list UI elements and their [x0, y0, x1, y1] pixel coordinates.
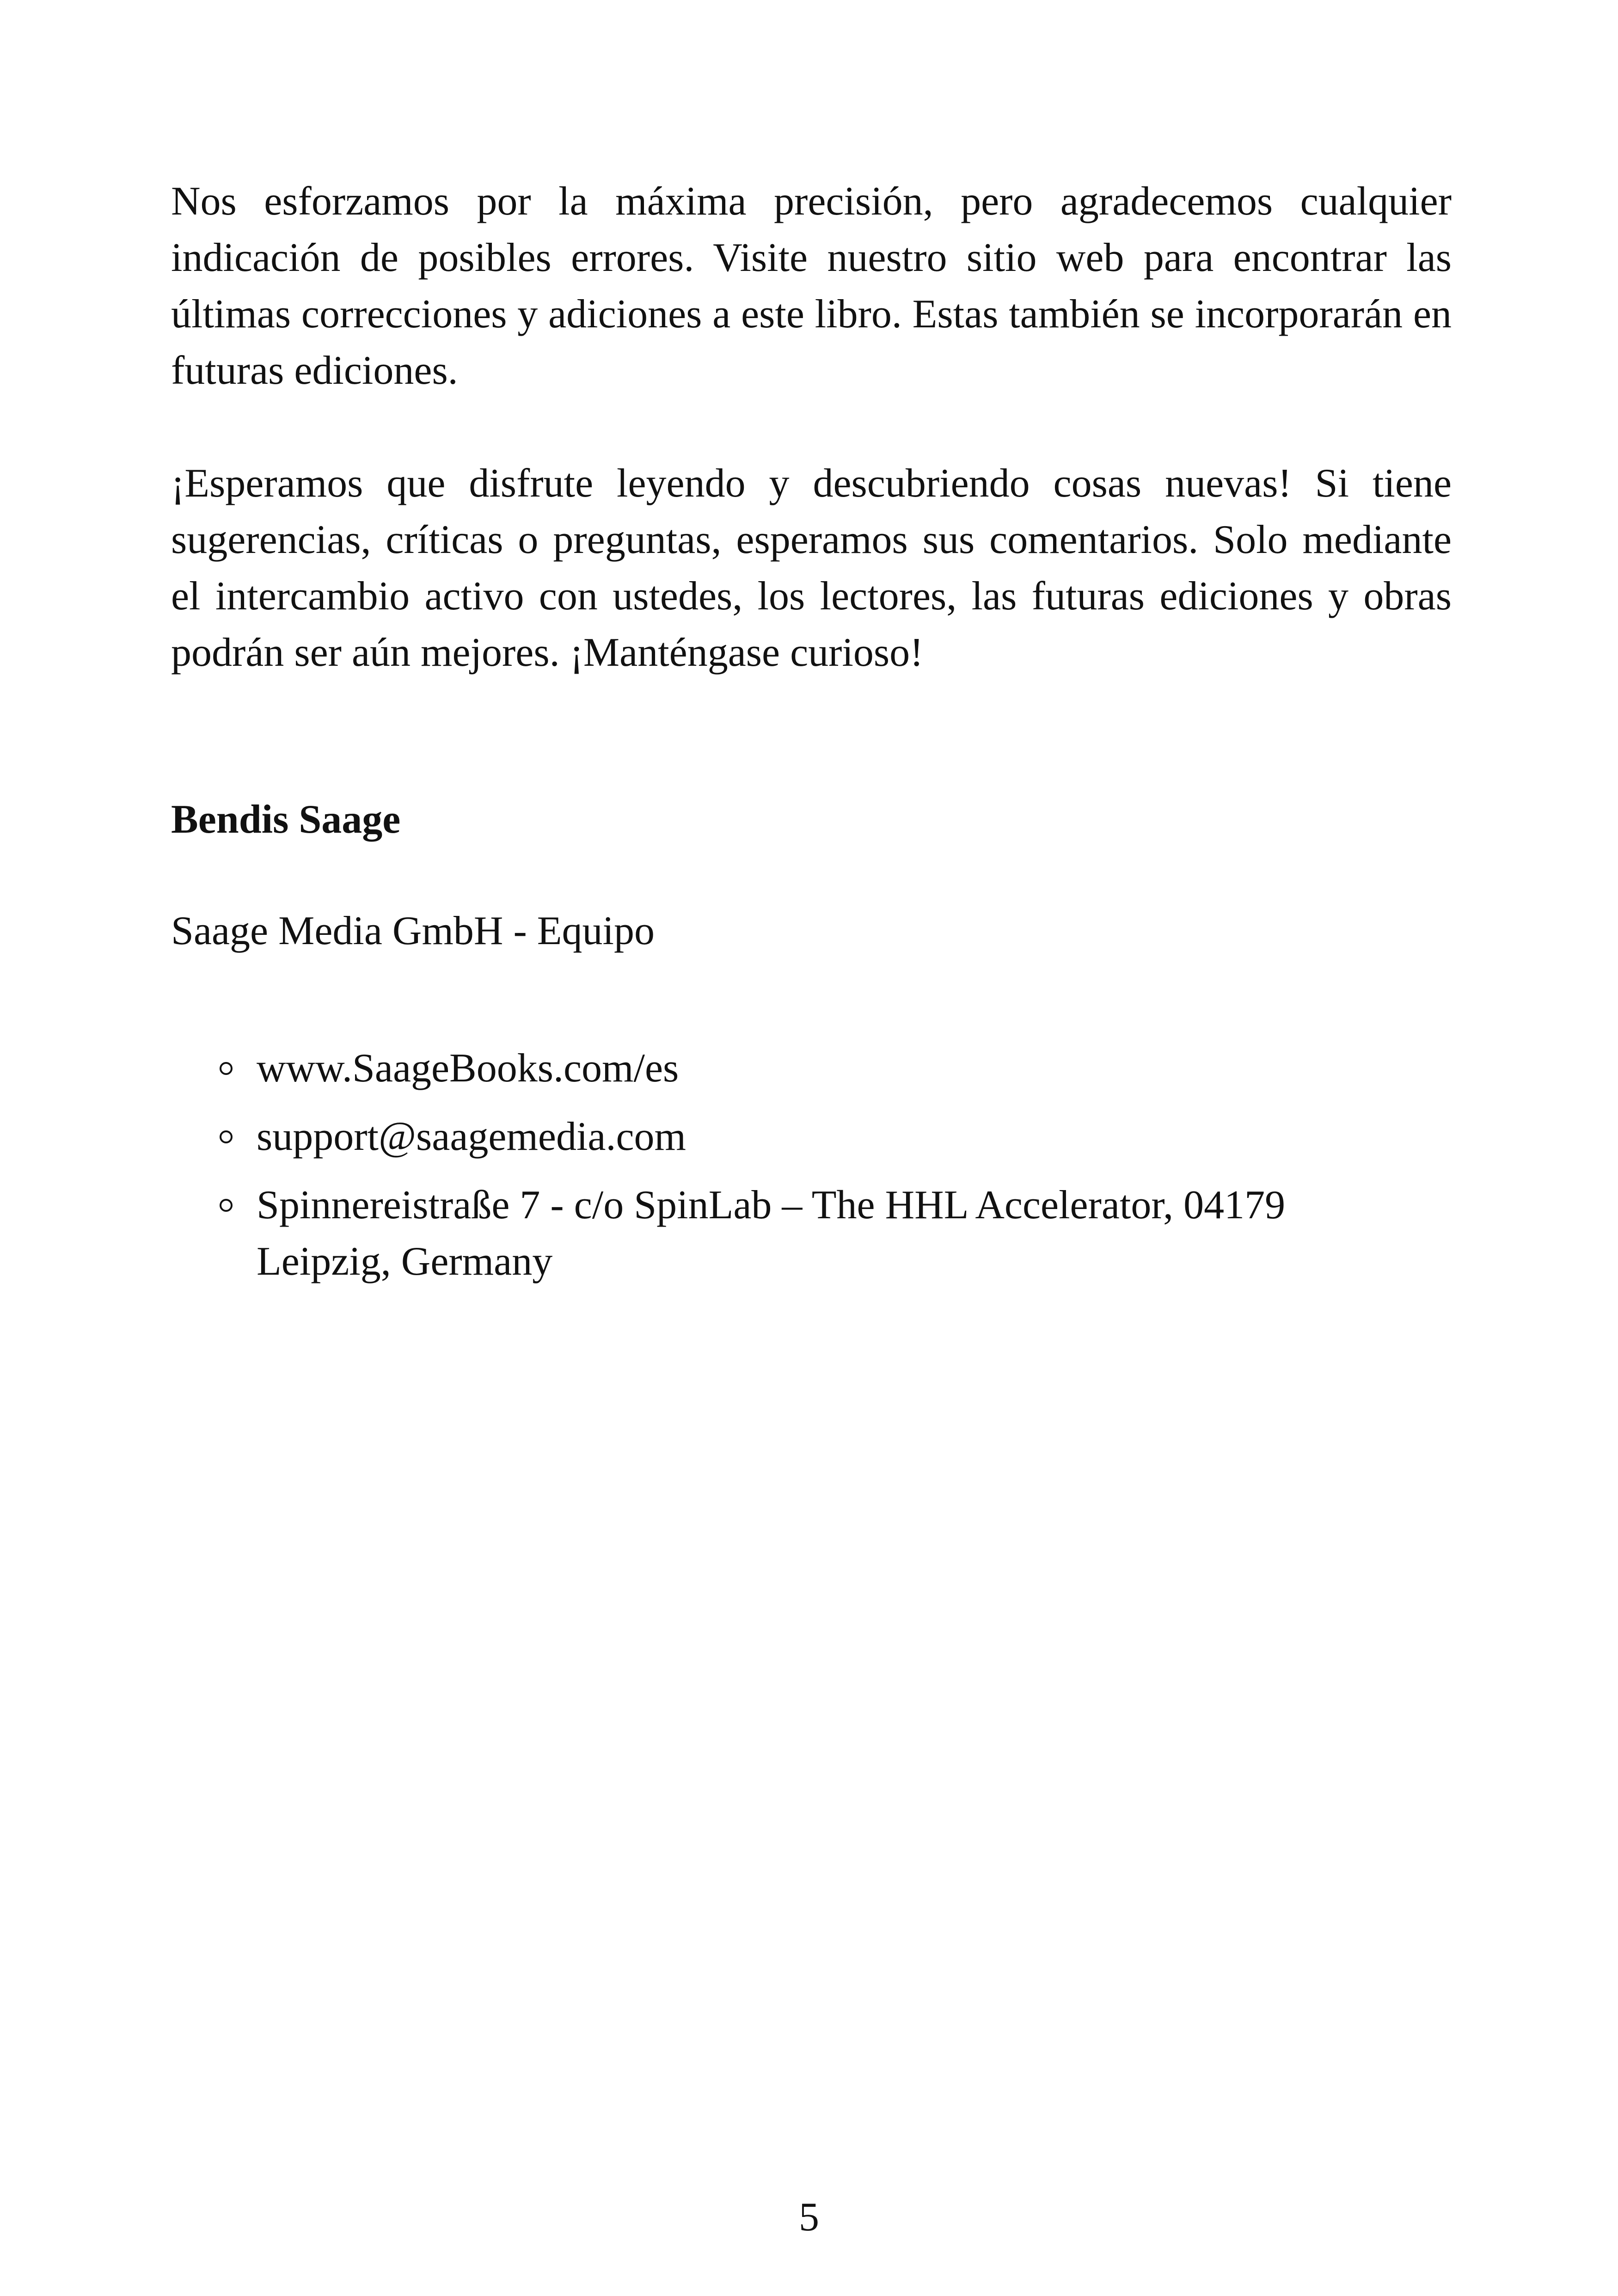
- page-number: 5: [799, 2195, 819, 2240]
- circle-bullet-icon: [220, 1130, 233, 1143]
- circle-bullet-icon: [220, 1062, 233, 1075]
- paragraph-errata: Nos esforzamos por la máxima precisión, pero agradecemos cualquier indicación de posibles errores. Visite nuestro sitio web para encontrar las últimas correcciones y adiciones a este libro. Estas también se incorporarán en futuras ediciones.: [171, 179, 1452, 393]
- email-link[interactable]: support@saagemedia.com: [257, 1114, 686, 1159]
- circle-bullet-icon: [220, 1199, 233, 1212]
- address-text: Spinnereistraße 7 - c/o SpinLab – The HHL Accelerator, 04179 Leipzig, Germany: [257, 1183, 1286, 1284]
- contact-list: [171, 1040, 1373, 1302]
- website-link[interactable]: www.SaageBooks.com/es: [257, 1046, 679, 1091]
- team-name: Saage Media GmbH - Equipo: [171, 909, 655, 953]
- author-name: Bendis Saage: [171, 797, 401, 842]
- contact-email: [171, 1109, 1373, 1165]
- contact-website: [171, 1040, 1373, 1097]
- paragraph-feedback: ¡Esperamos que disfrute leyendo y descubriendo cosas nuevas! Si tiene sugerencias, críticas o preguntas, esperamos sus comentarios. Solo mediante el intercambio activo con ustedes, los lectores, las futuras ediciones y obras podrán ser aún mejores. ¡Manténgase curioso!: [171, 461, 1452, 675]
- contact-address: [171, 1177, 1373, 1290]
